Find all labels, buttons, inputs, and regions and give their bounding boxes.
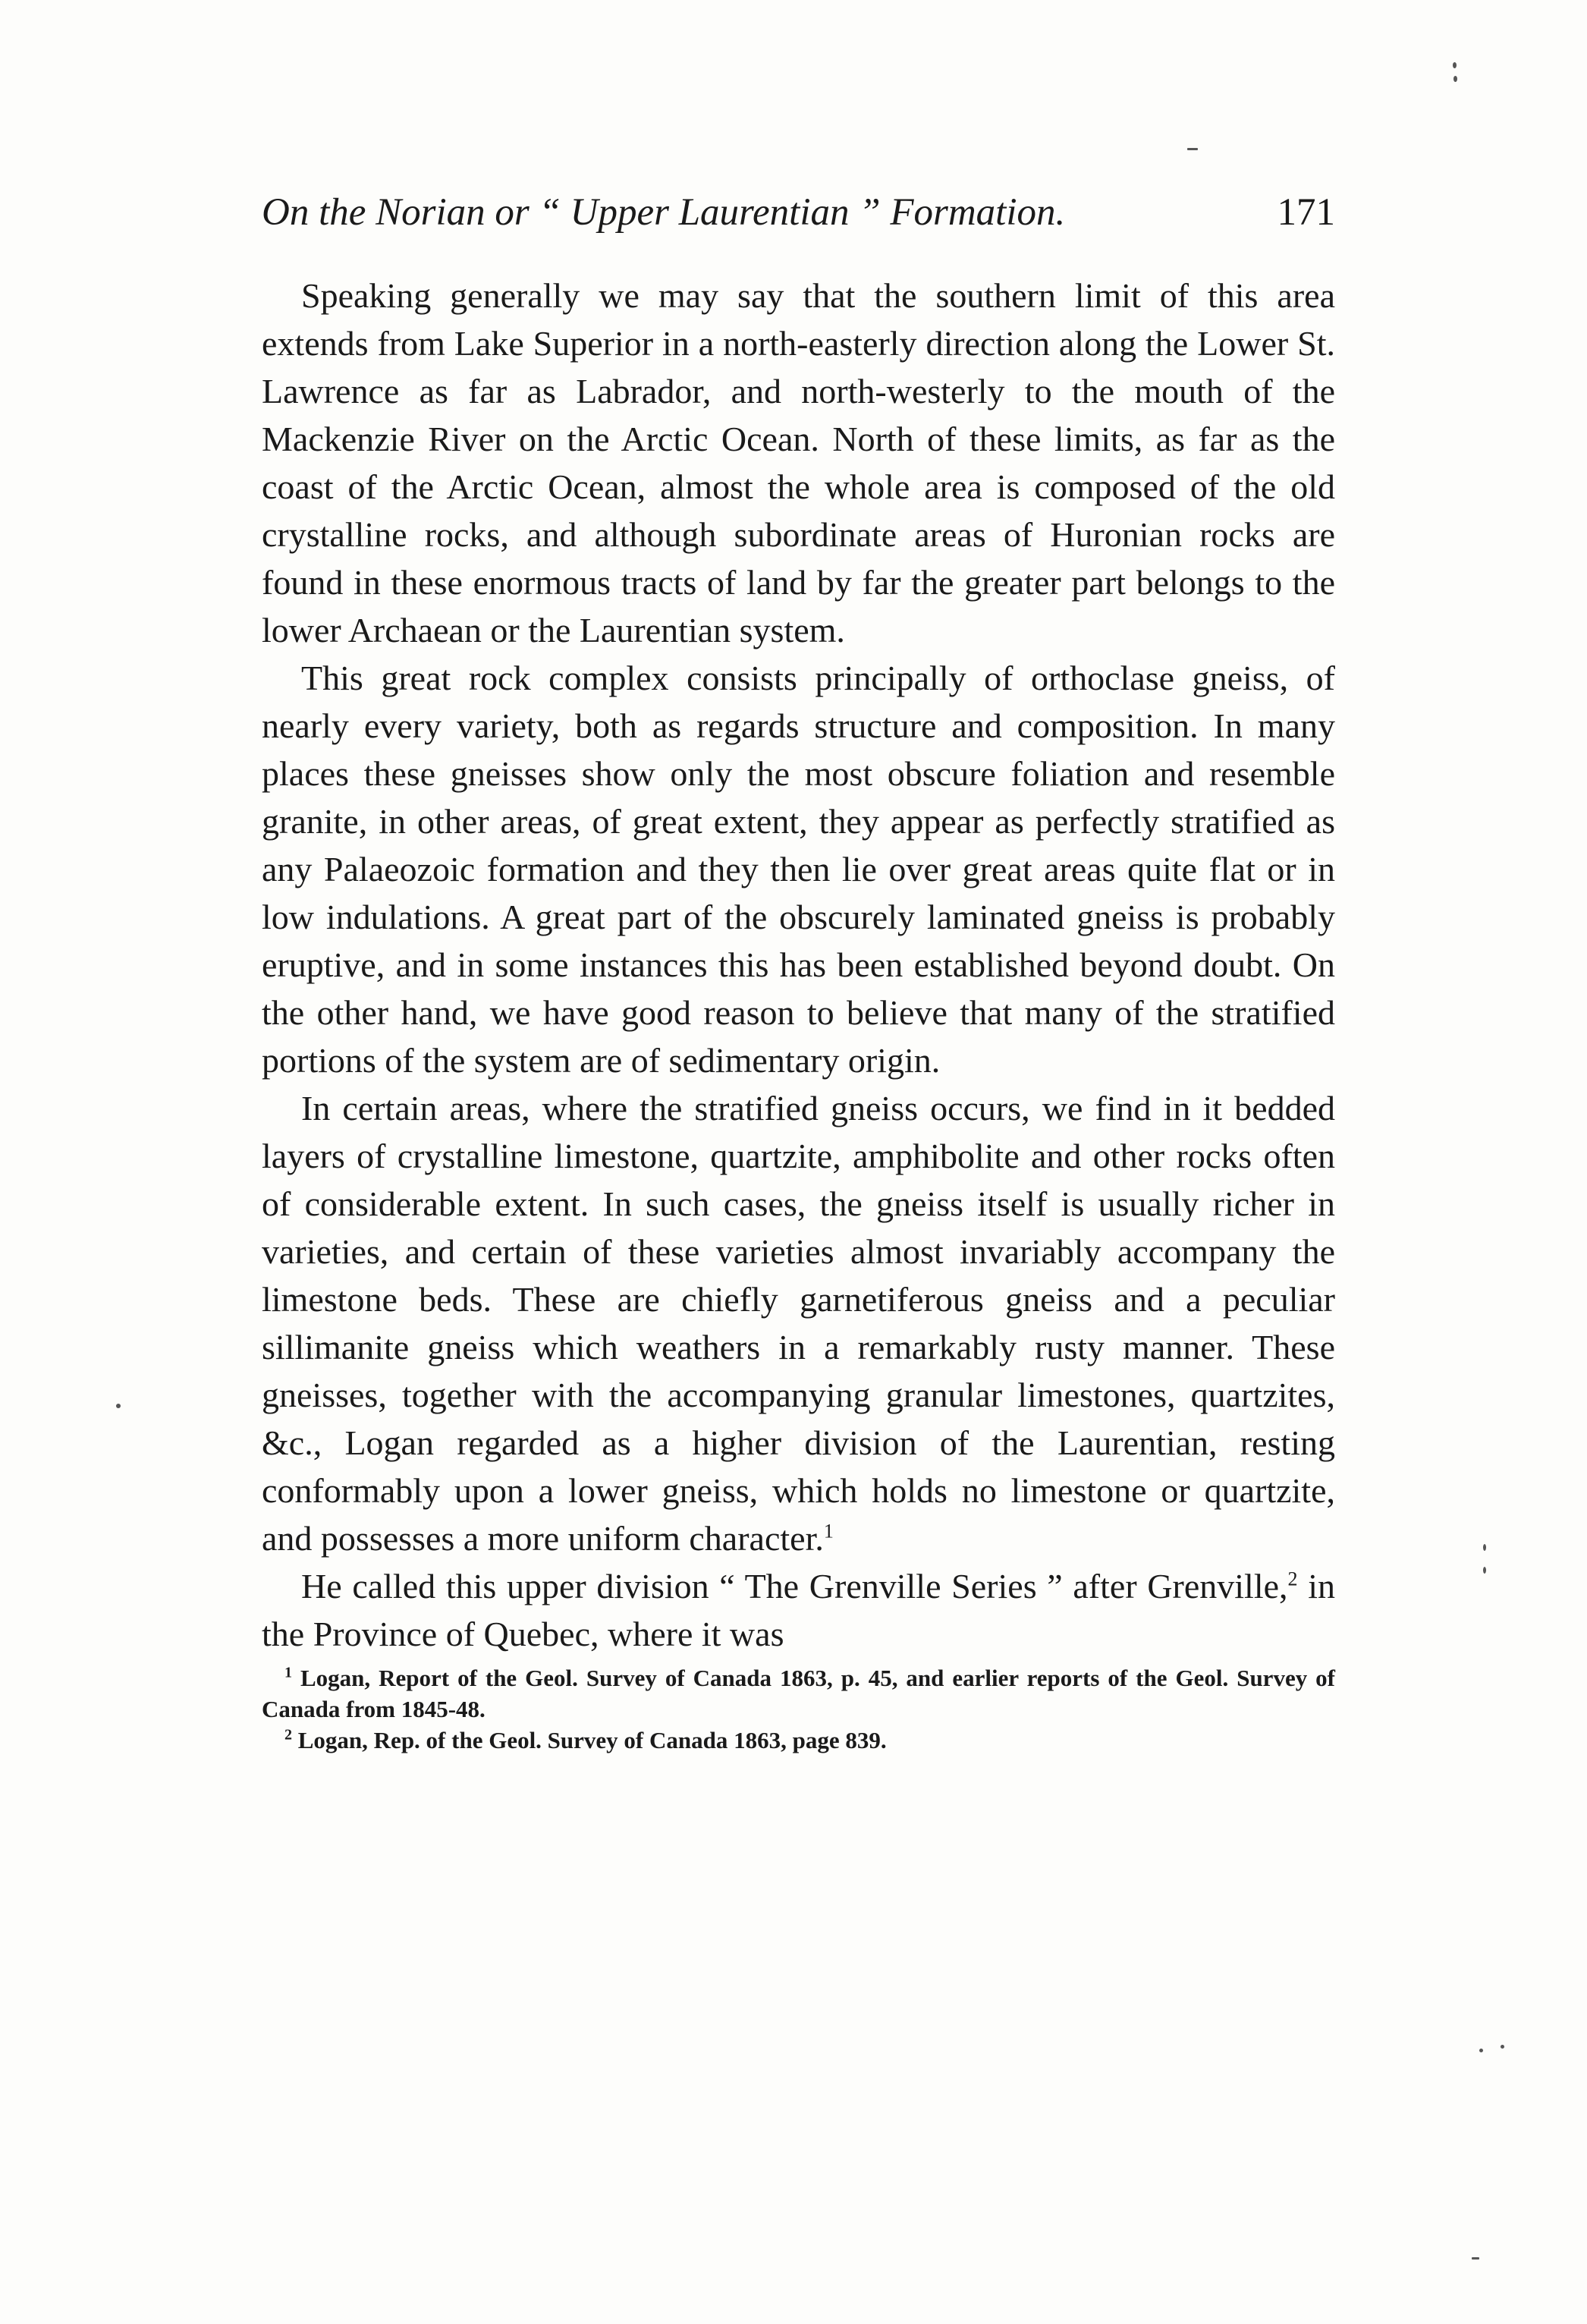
scan-speck — [1483, 1567, 1486, 1574]
page-number: 171 — [1277, 191, 1335, 234]
footnote-ref-1: 1 — [823, 1520, 834, 1543]
paragraph-text: In certain areas, where the stratified gneiss occurs, we find in it bedded layers of crystalline limestone, quartzite, amphibolite and other rocks often of considerable extent. In such cases, the gneiss itself is usually richer in varieties, and certain of these varieties almost invariably accompany the limestone beds. These are chiefly garnetiferous gneiss and a peculiar sillimanite gneiss which weathers in a remarkably rusty manner. These gneisses, together with the accompanying granular limestones, quartzites, &c., Logan regarded as a higher division of the Laurentian, resting conformably upon a lower gneiss, which holds no limestone or quartzite, and possesses a more uniform character. — [262, 1089, 1335, 1558]
scan-speck — [1453, 76, 1457, 82]
paragraph: Speaking generally we may say that the southern limit of this area extends from Lake Superior in a north-easterly direction along the Lower St. Lawrence as far as Labrador, and north-westerly to the mouth of the Mackenzie River on the Arctic Ocean. North of these limits, as far as the coast of the Arctic Ocean, almost the whole area is composed of the old crystalline rocks, and although subordinate areas of Huronian rocks are found in these enormous tracts of land by far the greater part belongs to the lower Archaean or the Laurentian system. — [262, 276, 1335, 649]
footnotes — [262, 1662, 1335, 1756]
scan-speck — [1479, 2049, 1483, 2052]
scan-speck — [116, 1404, 121, 1408]
paragraph-text: He called this upper division “ The Grenville Series ” after Grenville, — [301, 1567, 1288, 1605]
running-title: On the Norian or “ Upper Laurentian ” Formation. — [262, 191, 1066, 234]
footnote-text: Logan, Report of the Geol. Survey of Canada 1863, p. 45, and earlier reports of the Geol. Survey of Canada from 1845-48. — [262, 1665, 1335, 1722]
paragraph-text: in the Province of Quebec, where it was — [262, 1567, 1336, 1653]
scan-speck — [1483, 1544, 1486, 1551]
footnote — [262, 1662, 1335, 1725]
footnote — [262, 1725, 1335, 1756]
footnote-mark: 2 — [284, 1726, 292, 1744]
body-text — [262, 272, 1335, 1658]
footnote-mark: 1 — [284, 1664, 292, 1681]
footnote-ref-2: 2 — [1287, 1568, 1298, 1590]
paragraph — [262, 1084, 1335, 1562]
scan-speck — [1187, 148, 1198, 150]
footnote-text: Logan, Rep. of the Geol. Survey of Canada 1863, page 839. — [292, 1727, 887, 1753]
paragraph — [262, 1562, 1335, 1658]
scan-speck — [1501, 2045, 1504, 2049]
scan-speck — [1472, 2257, 1479, 2260]
paragraph: This great rock complex consists principally of orthoclase gneiss, of nearly every variety, both as regards structure and composition. In many places these gneisses show only the most obscure foliation and resemble granite, in other areas, of great extent, they appear as perfectly stratified as any Palaeozoic formation and they then lie over great areas quite flat or in low indulations. A great part of the obscurely laminated gneiss is probably eruptive, and in some instances this has been established beyond doubt. On the other hand, we have good reason to believe that many of the stratified portions of the system are of sedimentary origin. — [262, 659, 1335, 1080]
scan-speck — [1453, 62, 1457, 68]
running-head — [262, 190, 1335, 235]
book-page — [262, 190, 1335, 1756]
